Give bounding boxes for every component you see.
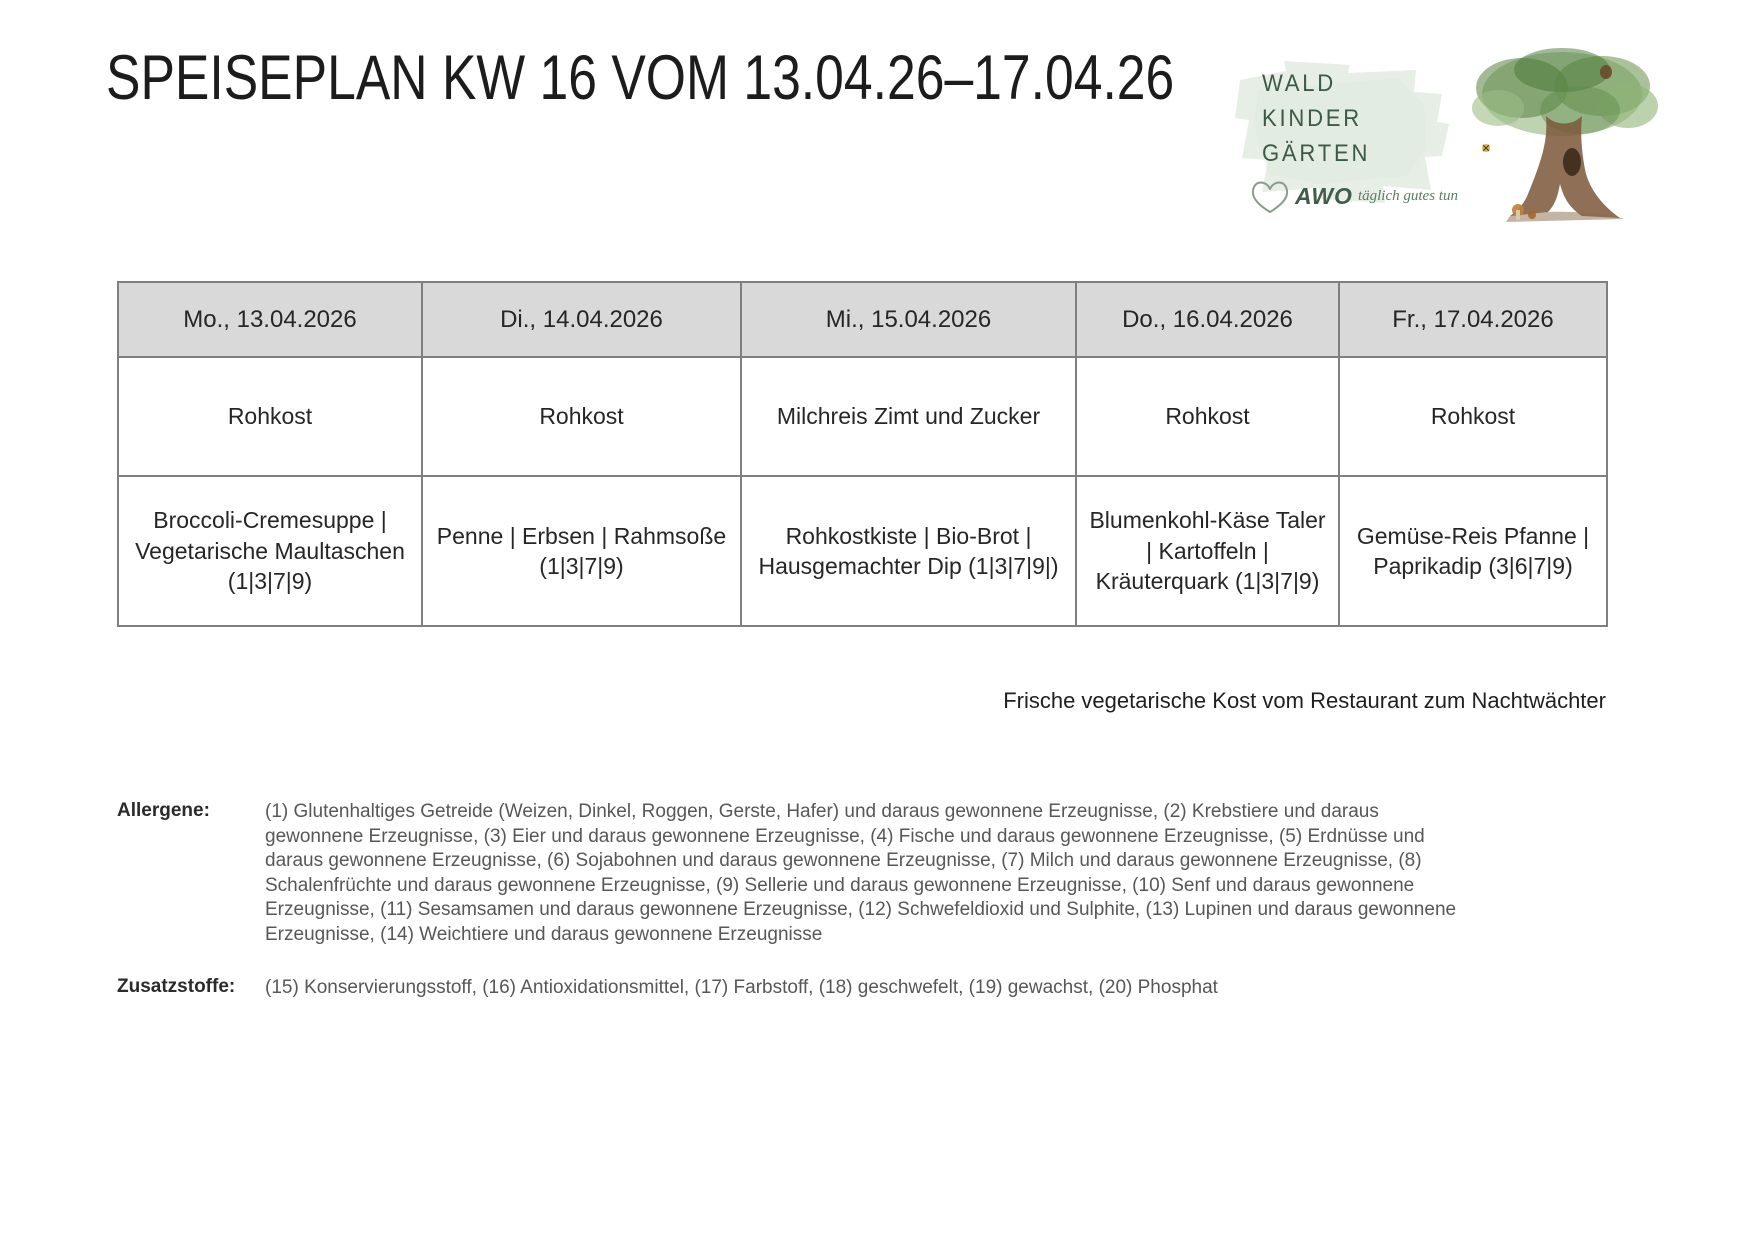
caterer-note: Frische vegetarische Kost vom Restaurant zum Nachtwächter	[1003, 688, 1606, 713]
allergens-text: (1) Glutenhaltiges Getreide (Weizen, Dinkel, Roggen, Gerste, Hafer) und daraus gewonnene Erzeugnisse, (2) Krebstiere und daraus gewonnene Erzeugnisse, (3) Eier und daraus gewonnene Erzeugnisse, (4) Fische und daraus gewonnene Erzeugnisse, (5) Erdnüsse und daraus gewonnene Erzeugnisse, (6) Sojabohnen und daraus gewonnene Erzeugnisse, (7) Milch und daraus gewonnene Erzeugnisse, (8) Schalenfrüchte und daraus gewonnene Erzeugnisse, (9) Sellerie und daraus gewonnene Erzeugnisse, (10) Senf und daraus gewonnene Erzeugnisse, (11) Sesamsamen und daraus gewonnene Erzeugnisse, (12) Schwefeldioxid und Sulphite, (13) Lupinen und daraus gewonnene Erzeugnisse, (14) Weichtiere und daraus gewonnene Erzeugnisse	[265, 801, 1457, 945]
logo-line-kinder: KINDER	[1262, 105, 1362, 132]
snack-wednesday: Milchreis Zimt und Zucker	[741, 357, 1076, 476]
meal-wednesday: Rohkostkiste | Bio-Brot | Hausgemachter Dip (1|3|7|9|)	[741, 476, 1076, 626]
snack-monday: Rohkost	[118, 357, 422, 476]
tree-illustration	[1460, 44, 1672, 226]
allergens-label: Allergene:	[117, 800, 210, 821]
awo-tagline: täglich gutes tun	[1357, 187, 1458, 204]
day-header-tuesday: Di., 14.04.2026	[422, 282, 741, 357]
awo-text: AWO	[1295, 182, 1353, 209]
day-header-friday: Fr., 17.04.2026	[1339, 282, 1607, 357]
meal-friday: Gemüse-Reis Pfanne | Paprikadip (3|6|7|9)	[1339, 476, 1607, 626]
snack-tuesday: Rohkost	[422, 357, 741, 476]
logo-line-gaerten: GÄRTEN	[1262, 140, 1371, 167]
additives-label: Zusatzstoffe:	[117, 976, 236, 997]
logo-line-wald: WALD	[1262, 70, 1337, 97]
snack-friday: Rohkost	[1339, 357, 1607, 476]
day-header-monday: Mo., 13.04.2026	[118, 282, 422, 357]
snack-row	[118, 357, 1607, 476]
meal-monday: Broccoli-Cremesuppe | Vegetarische Maultaschen (1|3|7|9)	[118, 476, 422, 626]
logo-wordmark	[1262, 66, 1370, 171]
day-header-wednesday: Mi., 15.04.2026	[741, 282, 1076, 357]
page-title: SPEISEPLAN KW 16 VOM 13.04.26–17.04.26	[106, 43, 1175, 113]
additives-text: (15) Konservierungsstoff, (16) Antioxidationsmittel, (17) Farbstoff, (18) geschwefelt, (19) gewachst, (20) Phosphat	[265, 977, 1218, 998]
menu-table	[117, 281, 1608, 627]
table-header-row	[118, 282, 1607, 357]
heart-icon	[1250, 178, 1290, 214]
awo-logo	[1250, 178, 1458, 214]
meal-thursday: Blumenkohl-Käse Taler | Kartoffeln | Kräuterquark (1|3|7|9)	[1076, 476, 1339, 626]
meal-row	[118, 476, 1607, 626]
snack-thursday: Rohkost	[1076, 357, 1339, 476]
day-header-thursday: Do., 16.04.2026	[1076, 282, 1339, 357]
meal-tuesday: Penne | Erbsen | Rahmsoße (1|3|7|9)	[422, 476, 741, 626]
